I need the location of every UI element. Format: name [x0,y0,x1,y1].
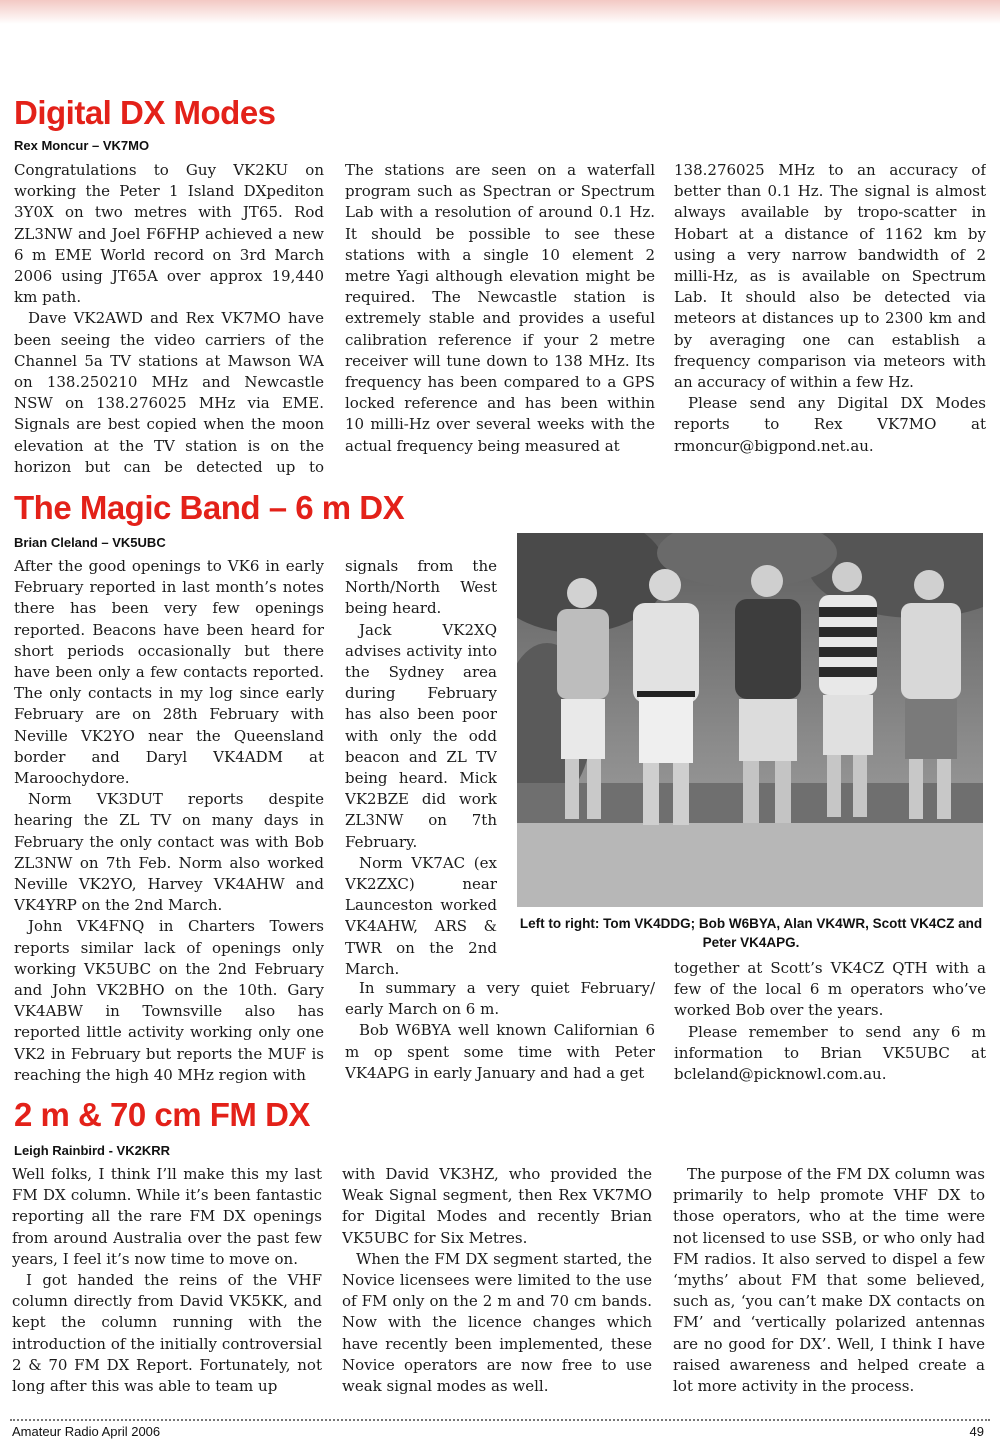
paragraph: The purpose of the FM DX column was primarily to help promote VHF DX to those operators, who at the time were not licensed to use SSB, or who only had FM radios. It also served to dispel a few ‘myths’ about FM that some believed, such as, ‘you can’t make DX contacts on FM’ and ‘vertically polarized antennas are no good for DX’. Well, I think I have raised awareness and helped create a lot more activity in the process. [673,1165,985,1396]
paragraph: Norm VK7AC (ex VK2ZXC) near Launceston worked VK4AHW, ARS & TWR on the 2nd March. [345,853,497,978]
paragraph: Dave VK2AWD and Rex VK7MO have been seeing the video carriers of the Channel 5a TV stations at Mawson WA on 138.250210 MHz and Newcastle NSW on 138.276025 MHz via EME. Signals are best copied when the moon elevation at the TV station is on the horizon but can be detected up to [14,309,324,476]
top-color-band [0,0,1000,24]
paragraph: together at Scott’s VK4CZ QTH with a few of the local 6 m operators who’ve worked Bob over the years. [674,959,986,1020]
paragraph: signals from the North/North West being heard. [345,557,497,618]
byline-magic-band: Brian Cleland – VK5UBC [14,535,166,550]
photo-caption: Left to right: Tom VK4DDG; Bob W6BYA, Alan VK4WR, Scott VK4CZ and Peter VK4APG. [519,916,983,950]
paragraph: In summary a very quiet February/ early March on 6 m. [345,979,655,1019]
paragraph: Congratulations to Guy VK2KU on working the Peter 1 Island DXpediton 3Y0X on two metres with JT65. Rod ZL3NW and Joel F6FHP achieved a new 6 m EME World record on 3rd March 2006 using JT65A over approx 19,440 km path. [14,161,324,307]
paragraph: When the FM DX segment started, the Novice licensees were limited to the use of FM only on the 2 m and 70 cm bands. Now with the licence changes which have recently been implemented, these Novice operators are now free to use weak signal modes as well. [342,1249,652,1396]
section-title-magic-band: The Magic Band – 6 m DX [14,489,405,526]
fm-dx-column-2 [342,1164,652,1404]
paragraph: 138.276025 MHz to an accuracy of better than 0.1 Hz. The signal is almost always available by tropo-scatter in Hobart at a distance of 1162 km by using a very narrow bandwidth of 2 milli-Hz, as is available on Spectrum Lab. It should also be detected via meteors at distances up to 2300 km and by averaging one can establish a frequency comparison via meteors with an accuracy of within a few Hz. [674,161,986,392]
byline-digital-dx: Rex Moncur – VK7MO [14,138,150,153]
paragraph: Bob W6BYA well known Californian 6 m op spent some time with Peter VK4APG in early January and had a get [345,1021,655,1082]
fm-dx-column-3 [673,1164,985,1404]
paragraph: Please remember to send any 6 m information to Brian VK5UBC at bcleland@picknowl.com.au. [674,1022,986,1084]
paragraph: Jack VK2XQ advises activity into the Sydney area during February has also been poor with only the odd beacon and ZL TV being heard. Mick VK2BZE did work ZL3NW on 7th February. [345,620,497,851]
section-title-fm-dx: 2 m & 70 cm FM DX [14,1096,310,1133]
digital-dx-column-3 [674,160,986,478]
magic-band-column-2-narrow [345,556,497,981]
paragraph: John VK4FNQ in Charters Towers reports similar lack of openings only working VK5UBC on the 2nd February and John VK2BHO on the 10th. Gary VK4ABW in Townsville also has reported little activity working only one VK2 in February but reports the MUF is reaching the high 40 MHz region with [14,917,324,1084]
group-photo [517,533,983,907]
magic-band-column-3 [674,958,986,1086]
magic-band-column-1 [14,556,324,1086]
digital-dx-column-2 [345,160,655,478]
digital-dx-column-1 [14,160,324,478]
paragraph: I got handed the reins of the VHF column directly from David VK5KK, and kept the column running with the introduction of the initially controversial 2 & 70 FM DX Report. Fortunately, not long after this was able to team up [12,1271,322,1396]
byline-fm-dx: Leigh Rainbird - VK2KRR [14,1143,171,1158]
footer-rule [10,1419,990,1421]
fm-dx-column-1 [12,1164,322,1404]
paragraph: Well folks, I think I’ll make this my last FM DX column. While it’s been fantastic reporting all the rare FM DX openings from around Australia over the past few years, I feel it’s now time to move on. [12,1165,322,1268]
paragraph: After the good openings to VK6 in early February reported in last month’s notes there has been very few openings reported. Beacons have been heard for short periods occasionally but there have been only a few contacts reported. The only contacts in my log since early February are on 28th February with Neville VK2YO near the Queensland border and Daryl VK4ADM at Maroochydore. [14,557,324,788]
magic-band-column-2-wide [345,978,655,1086]
group-photo-drawing [517,533,983,907]
section-title-digital-dx: Digital DX Modes [14,94,276,131]
page-number: 49 [969,1424,984,1439]
paragraph: The stations are seen on a waterfall program such as Spectran or Spectrum Lab with a resolution of around 0.1 Hz. It should be possible to see these stations with a single 10 element 2 metre Yagi although elevation might be required. The Newcastle station is extremely stable and provides a useful calibration reference if your 2 metre receiver will tune down to 138 MHz. Its frequency has been compared to a GPS locked reference and has been within 10 milli-Hz over several weeks with the actual frequency being measured at [345,161,655,455]
paragraph: Please send any Digital DX Modes reports to Rex VK7MO at rmoncur@bigpond.net.au. [674,394,986,455]
paragraph: Norm VK3DUT reports despite hearing the ZL TV on many days in February the only contact was with Bob ZL3NW on 7th Feb. Norm also worked Neville VK2YO, Harvey VK4AHW and VK4YRP on the 2nd March. [14,790,324,915]
paragraph: with David VK3HZ, who provided the Weak Signal segment, then Rex VK7MO for Digital Modes and recently Brian VK5UBC for Six Metres. [342,1165,652,1247]
footer-publication: Amateur Radio April 2006 [12,1424,161,1439]
